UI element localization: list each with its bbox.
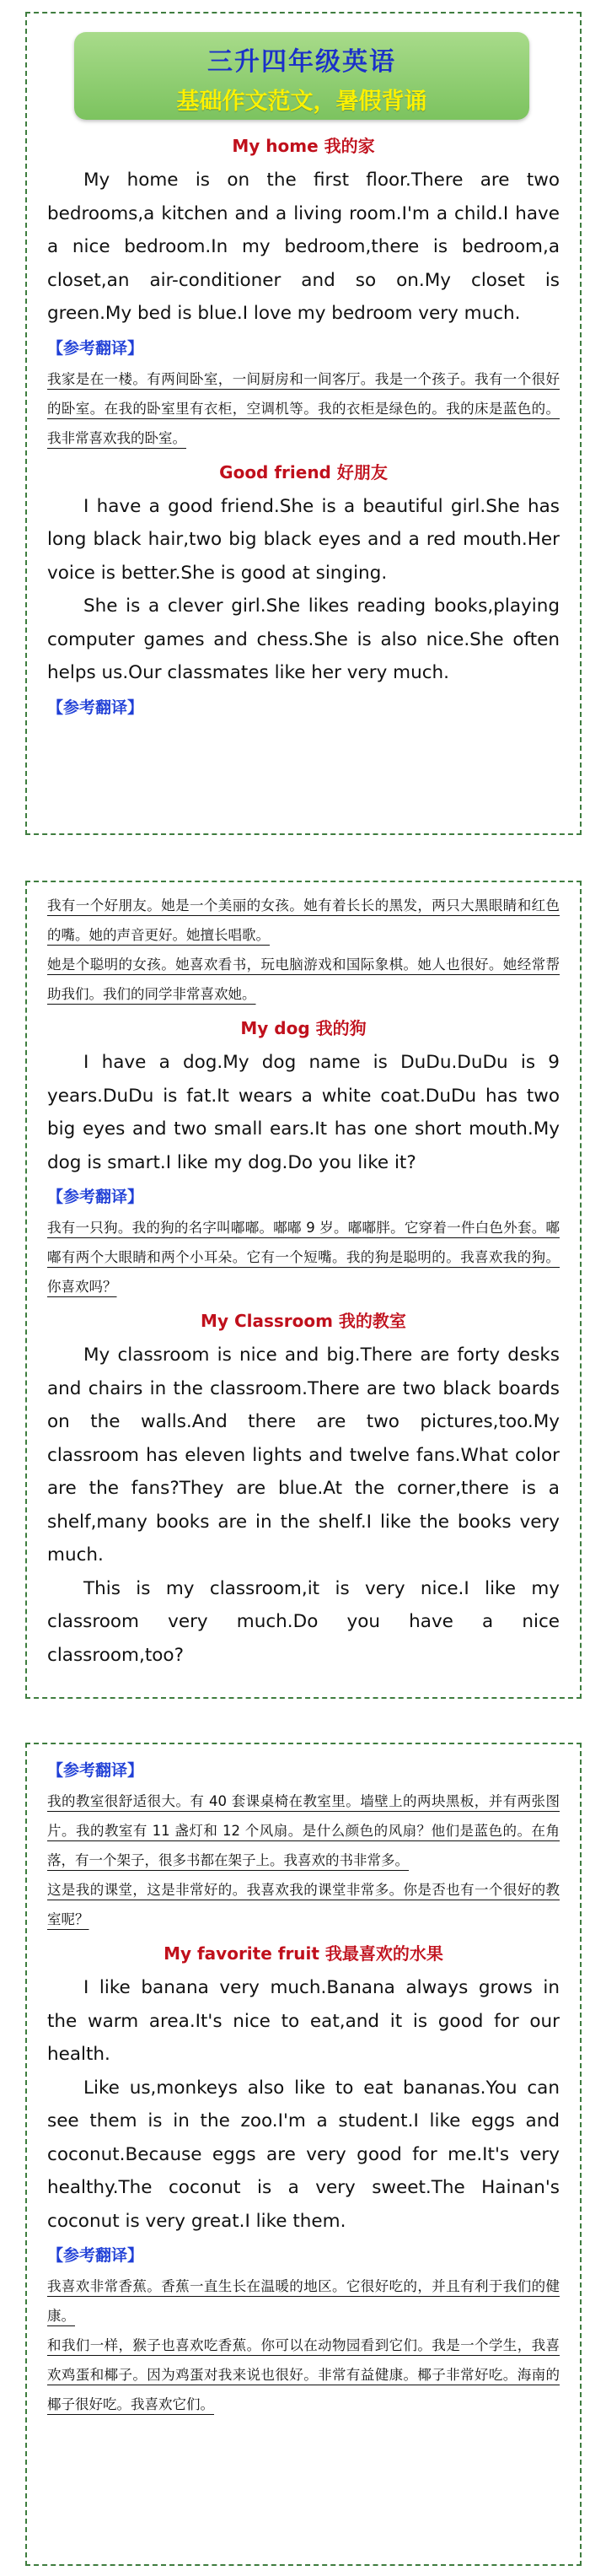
translation-paragraph: 我家是在一楼。有两间卧室，一间厨房和一间客厅。我是一个孩子。我有一个很好的卧室。在我的卧室里有衣柜，空调机等。我的衣柜是绿色的。我的床是蓝色的。我非常喜欢我的卧室。 [47,370,560,446]
translation-paragraph: 我有一个好朋友。她是一个美丽的女孩。她有着长长的黑发，两只大黑眼睛和红色的嘴。她的声音更好。她擅长唱歌。 [47,897,560,943]
translation-paragraph: 和我们一样，猴子也喜欢吃香蕉。你可以在动物园看到它们。我是一个学生，我喜欢鸡蛋和椰子。因为鸡蛋对我来说也很好。非常有益健康。椰子非常好吃。海南的椰子很好吃。我喜欢它们。 [47,2337,560,2412]
essay-title: My Classroom 我的教室 [201,1311,406,1331]
essay-title: My home 我的家 [232,136,375,156]
reference-translation-label: 【参考翻译】 [47,1188,144,1206]
reference-translation-label: 【参考翻译】 [47,698,144,717]
essay-title: Good friend 好朋友 [219,461,388,482]
essay-paragraph: My classroom is nice and big.There are forty desks and chairs in the classroom.There are two black boards on the walls.And there are two pictures,too.My classroom has eleven lights and twelve fans.What color are the fans?They are blue.At the corner,there is a shelf,many books are in the shelf.I like the books very much. [47,1345,560,1566]
translation-paragraph: 我喜欢非常香蕉。香蕉一直生长在温暖的地区。它很好吃的，并且有利于我们的健康。 [47,2278,560,2324]
essay-paragraph: Like us,monkeys also like to eat bananas.You can see them is in the zoo.I'm a student.I like eggs and coconut.Because eggs are very good for me.It's very healthy.The coconut is a very sweet.The Hainan's coconut is very great.I like them. [47,2077,560,2232]
essay-title: My dog 我的狗 [240,1018,367,1038]
essay-paragraph: I have a dog.My dog name is DuDu.DuDu is 9 years.DuDu is fat.It wears a white coat.DuDu has two big eyes and two small ears.It has one short mouth.My dog is smart.I like my dog.Do you like it? [47,1052,560,1173]
essay-title: My favorite fruit 我最喜欢的水果 [164,1943,443,1964]
reference-translation-label: 【参考翻译】 [47,1761,144,1780]
card-page-2 [25,881,582,1699]
translation-paragraph: 她是个聪明的女孩。她喜欢看书，玩电脑游戏和国际象棋。她人也很好。她经常帮助我们。我们的同学非常喜欢她。 [47,957,560,1002]
translation-paragraph: 这是我的课堂，这是非常好的。我喜欢我的课堂非常多。你是否也有一个很好的教室呢？ [47,1882,560,1927]
reference-translation-label: 【参考翻译】 [47,2246,144,2265]
essay-paragraph: I have a good friend.She is a beautiful girl.She has long black hair,two big black eyes and a red mouth.Her voice is better.She is good at singing. [47,495,560,584]
essay-paragraph: This is my classroom,it is very nice.I like my classroom very much.Do you have a nice classroom,too? [47,1577,560,1666]
banner-title: 三升四年级英语 [207,47,396,77]
essay-paragraph: I like banana very much.Banana always grows in the warm area.It's nice to eat,and it is good for our health. [47,1977,560,2065]
translation-paragraph: 我有一只狗。我的狗的名字叫嘟嘟。嘟嘟 9 岁。嘟嘟胖。它穿着一件白色外套。嘟嘟有两个大眼睛和两个小耳朵。它有一个短嘴。我的狗是聪明的。我喜欢我的狗。你喜欢吗？ [47,1220,560,1295]
card-page-3 [25,1743,582,2566]
title-banner [74,32,529,120]
essay-paragraph: She is a clever girl.She likes reading books,playing computer games and chess.She is also nice.She often helps us.Our classmates like her very much. [47,595,560,683]
card-page-1 [25,12,582,835]
reference-translation-label: 【参考翻译】 [47,338,144,358]
translation-paragraph: 我的教室很舒适很大。有 40 套课桌椅在教室里。墙壁上的两块黑板，并有两张图片。我的教室有 11 盏灯和 12 个风扇。是什么颜色的风扇？他们是蓝色的。在角落，有一个架子，很多书都在架子上。我喜欢的书非常多。 [47,1793,560,1868]
banner-subtitle: 基础作文范文，暑假背诵 [176,89,427,115]
essay-paragraph: My home is on the first floor.There are two bedrooms,a kitchen and a living room.I'm a child.I have a nice bedroom.In my bedroom,there is bedroom,a closet,an air-conditioner and so on.My closet is green.My bed is blue.I love my bedroom very much. [47,170,560,324]
